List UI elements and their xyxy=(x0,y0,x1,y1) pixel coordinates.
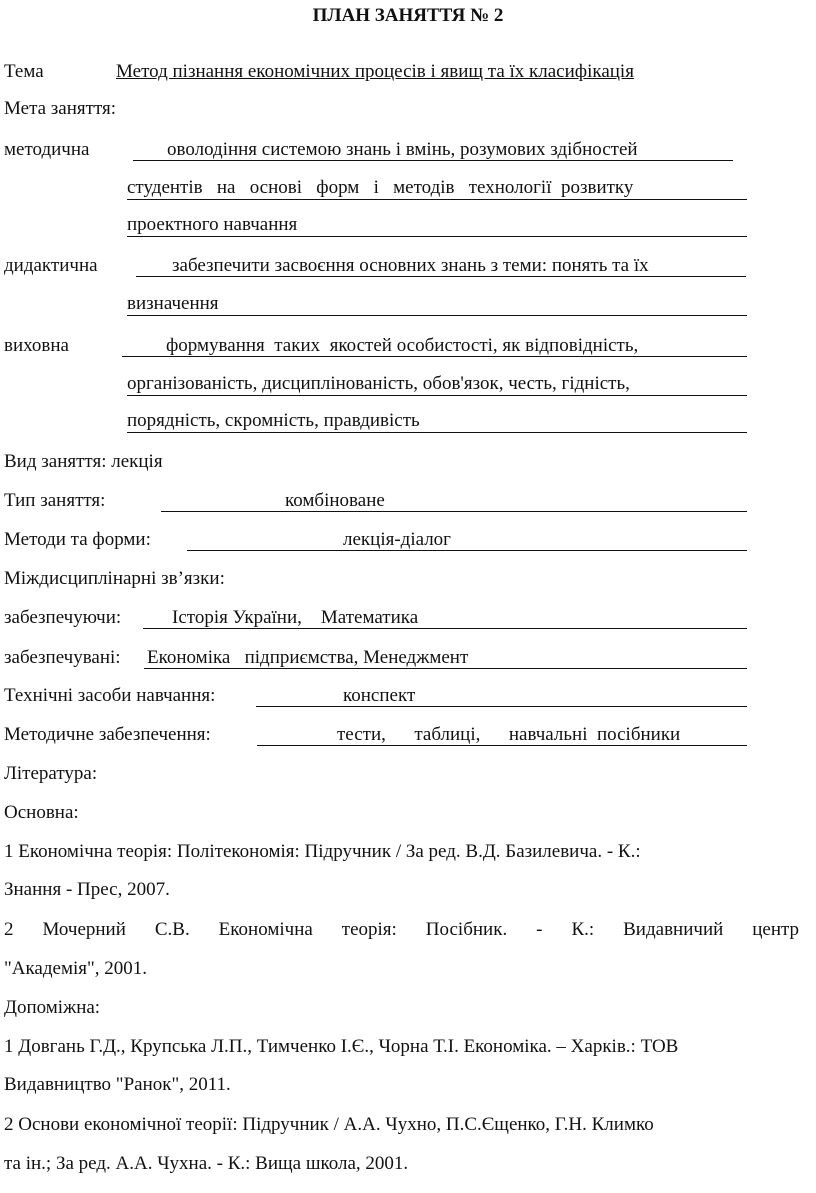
aux-ref-1-line-2: Видавництво "Ранок", 2011. xyxy=(4,1074,231,1095)
main-ref-2-line-1: 2 Мочерний С.В. Економічна теорія: Посібник. - К.: Видавничий центр xyxy=(4,919,800,940)
page-title: ПЛАН ЗАНЯТТЯ № 2 xyxy=(312,5,504,26)
educational-line-3: порядність, скромність, правдивість xyxy=(127,410,747,433)
providing-label: забезпечуючи: xyxy=(4,607,122,628)
main-ref-1-line-2: Знання - Прес, 2007. xyxy=(4,879,170,900)
provided-value: Економіка підприємства, Менеджмент xyxy=(144,647,747,669)
tech-means-value: конспект xyxy=(256,685,747,707)
lesson-kind: Вид заняття: лекція xyxy=(4,451,163,472)
topic-value: Метод пізнання економічних процесів і явищ та їх класифікація xyxy=(116,61,634,82)
methods-label: Методи та форми: xyxy=(4,529,151,550)
methodical-label: методична xyxy=(4,139,90,160)
goal-label: Мета заняття: xyxy=(4,98,117,119)
lesson-type-value: комбіноване xyxy=(161,490,747,512)
topic-label: Тема xyxy=(4,61,44,82)
methodical-line-2: студентів на основі форм і методів технології розвитку xyxy=(127,177,747,200)
methods-value: лекція-діалог xyxy=(187,529,747,551)
main-literature-label: Основна: xyxy=(4,802,79,823)
aux-ref-2-line-2: та ін.; За ред. А.А. Чухна. - К.: Вища школа, 2001. xyxy=(4,1153,409,1174)
didactic-line-1: забезпечити засвоєння основних знань з теми: понять та їх xyxy=(136,255,746,277)
educational-line-2: організованість, дисциплінованість, обов'язок, честь, гідність, xyxy=(127,373,747,396)
literature-label: Література: xyxy=(4,763,98,784)
provided-label: забезпечувані: xyxy=(4,647,121,668)
educational-label: виховна xyxy=(4,335,69,356)
aux-ref-2-line-1: 2 Основи економічної теорії: Підручник / А.А. Чухно, П.С.Єщенко, Г.Н. Климко xyxy=(4,1114,654,1135)
main-ref-2-line-2: "Академія", 2001. xyxy=(4,958,148,979)
educational-line-1: формування таких якостей особистості, як відповідність, xyxy=(122,335,747,357)
lesson-type-label: Тип заняття: xyxy=(4,490,106,511)
method-support-label: Методичне забезпечення: xyxy=(4,724,211,745)
method-support-value: тести, таблиці, навчальні посібники xyxy=(257,724,747,746)
aux-literature-label: Допоміжна: xyxy=(4,997,101,1018)
providing-value: Історія України, Математика xyxy=(143,607,747,629)
didactic-line-2: визначення xyxy=(127,293,747,316)
didactic-label: дидактична xyxy=(4,255,98,276)
interdisciplinary-label: Міждисциплінарні зв’язки: xyxy=(4,568,225,589)
aux-ref-1-line-1: 1 Довгань Г.Д., Крупська Л.П., Тимченко І.Є., Чорна Т.І. Економіка. – Харків.: ТОВ xyxy=(4,1036,679,1057)
main-ref-1-line-1: 1 Економічна теорія: Політекономія: Підручник / За ред. В.Д. Базилевича. - К.: xyxy=(4,841,641,862)
tech-means-label: Технічні засоби навчання: xyxy=(4,685,216,706)
methodical-line-3: проектного навчання xyxy=(127,214,747,237)
methodical-line-1: оволодіння системою знань і вмінь, розумових здібностей xyxy=(133,139,733,161)
